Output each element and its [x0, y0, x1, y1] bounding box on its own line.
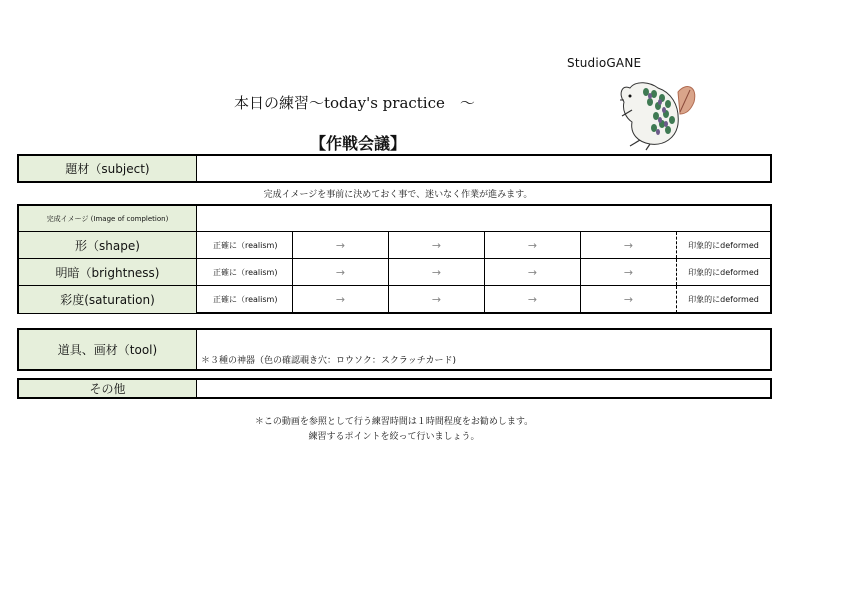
scale-end[interactable]: 印象的にdeformed — [688, 267, 759, 277]
scale-step[interactable]: → — [581, 232, 677, 258]
scale-step[interactable]: → — [389, 286, 485, 313]
page-title: 本日の練習〜today's practice 〜 — [234, 94, 475, 112]
completion-row — [17, 204, 772, 232]
subject-field[interactable] — [197, 156, 770, 181]
completion-field[interactable] — [197, 206, 770, 232]
subject-row — [17, 154, 772, 183]
tool-label: 道具、画材（tool) — [19, 330, 197, 369]
other-field[interactable] — [197, 380, 770, 397]
footer-note: ＊この動画を参照として行う練習時間は１時間程度をお勧めします。 — [254, 417, 534, 427]
other-label: その他 — [19, 380, 197, 397]
completion-label: 完成イメージ (Image of completion) — [19, 206, 197, 232]
scale-step[interactable]: → — [581, 286, 677, 313]
tool-row — [17, 328, 772, 371]
scale-step[interactable]: → — [389, 259, 485, 285]
scale-label: 彩度(saturation) — [19, 286, 197, 313]
scale-step[interactable]: → — [293, 286, 389, 313]
section-heading: 【作戦会議】 — [310, 134, 407, 153]
subject-label: 題材（subject) — [19, 156, 197, 181]
scale-row-shape — [19, 232, 770, 259]
scale-row-saturation — [19, 286, 770, 313]
scale-table — [17, 231, 772, 314]
footer-note: 練習するポイントを絞って行いましょう。 — [308, 432, 480, 442]
scale-step[interactable]: → — [293, 232, 389, 258]
tool-field[interactable]: ＊３種の神器（色の確認覗き穴：ロウソク：スクラッチカード) — [201, 356, 457, 366]
scale-step[interactable]: → — [389, 232, 485, 258]
scale-label: 形（shape) — [19, 232, 197, 258]
scale-start[interactable]: 正確に（realism) — [197, 232, 293, 258]
completion-note: 完成イメージを事前に決めておく事で、迷いなく作業が進みます。 — [263, 190, 533, 200]
scale-step[interactable]: → — [485, 232, 581, 258]
scale-step[interactable]: → — [485, 259, 581, 285]
scale-start[interactable]: 正確に（realism) — [197, 286, 293, 313]
hedgehog-illustration — [610, 74, 702, 152]
scale-end[interactable]: 印象的にdeformed — [688, 240, 759, 250]
scale-label: 明暗（brightness) — [19, 259, 197, 285]
other-row — [17, 378, 772, 399]
scale-end[interactable]: 印象的にdeformed — [688, 295, 759, 304]
scale-step[interactable]: → — [581, 259, 677, 285]
scale-start[interactable]: 正確に（realism) — [197, 259, 293, 285]
scale-step[interactable]: → — [293, 259, 389, 285]
scale-step[interactable]: → — [485, 286, 581, 313]
studio-name: StudioGANE — [567, 56, 642, 70]
scale-row-brightness — [19, 259, 770, 286]
